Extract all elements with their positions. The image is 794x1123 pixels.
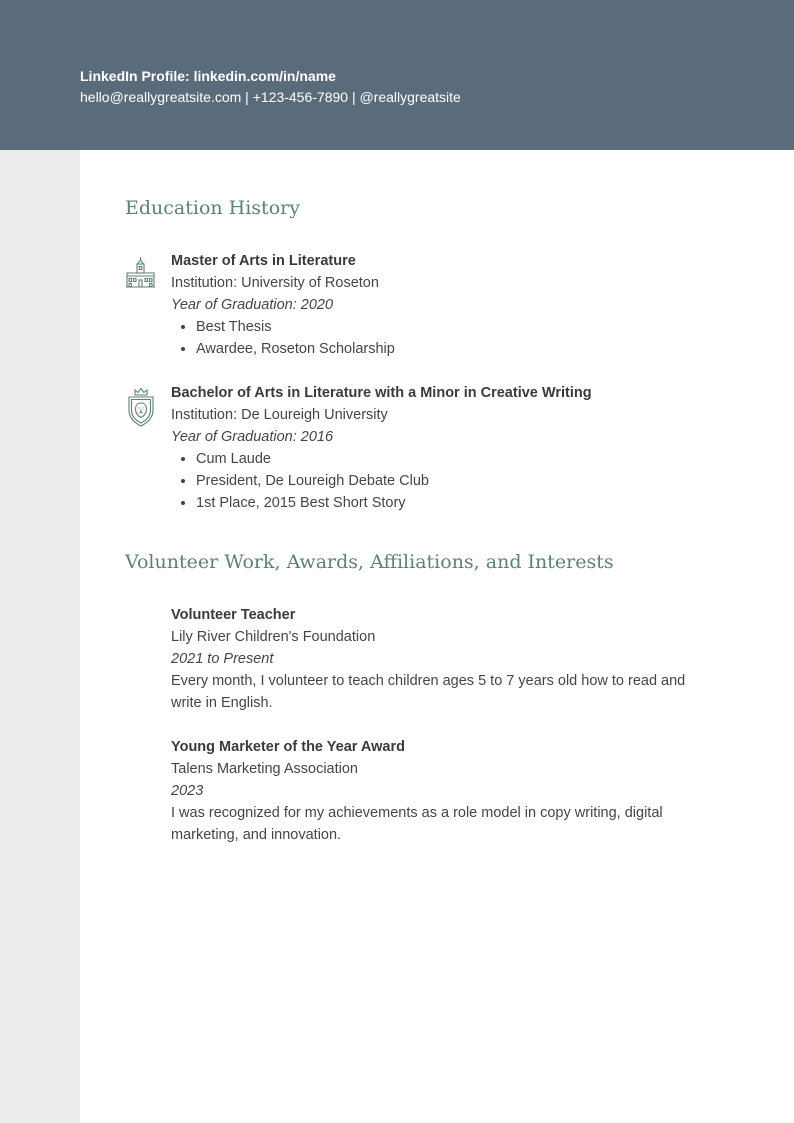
education-entry-2: [171, 382, 711, 514]
contact-info: hello@reallygreatsite.com | +123-456-7890 | @reallygreatsite: [80, 89, 461, 105]
description: I was recognized for my achievements as a role model in copy writing, digital marketing, and innovation.: [171, 805, 663, 843]
honors-list: [171, 448, 711, 514]
list-item: • Cum Laude: [196, 448, 711, 470]
volunteer-heading: Volunteer Work, Awards, Affiliations, and Interests: [125, 551, 614, 573]
institution: Institution: De Loureigh University: [171, 407, 388, 423]
header-banner: [0, 0, 794, 150]
volunteer-entry-2: [171, 736, 711, 846]
graduation-year: Year of Graduation: 2020: [171, 297, 334, 313]
degree-title: Master of Arts in Literature: [171, 253, 356, 269]
university-building-icon: [124, 256, 158, 290]
award-title: Young Marketer of the Year Award: [171, 739, 405, 755]
graduation-year: Year of Graduation: 2016: [171, 429, 334, 445]
education-heading: Education History: [125, 197, 300, 219]
description: Every month, I volunteer to teach children ages 5 to 7 years old how to read and write in English.: [171, 673, 686, 711]
list-item: • Awardee, Roseton Scholarship: [196, 338, 711, 360]
period: 2021 to Present: [171, 651, 274, 667]
organization: Lily River Children's Foundation: [171, 629, 376, 645]
volunteer-entry-1: [171, 604, 711, 714]
degree-title: Bachelor of Arts in Literature with a Minor in Creative Writing: [171, 385, 592, 401]
organization: Talens Marketing Association: [171, 761, 358, 777]
period: 2023: [171, 783, 204, 799]
list-item: • Best Thesis: [196, 316, 711, 338]
honors-list: [171, 316, 711, 360]
left-sidebar-strip: [0, 150, 80, 1123]
education-entry-1: [171, 250, 711, 360]
institution: Institution: University of Roseton: [171, 275, 379, 291]
role-title: Volunteer Teacher: [171, 607, 296, 623]
list-item: • President, De Loureigh Debate Club: [196, 470, 711, 492]
list-item: • 1st Place, 2015 Best Short Story: [196, 492, 711, 514]
lion-crest-icon: [126, 386, 156, 428]
linkedin-profile: LinkedIn Profile: linkedin.com/in/name: [80, 68, 336, 84]
